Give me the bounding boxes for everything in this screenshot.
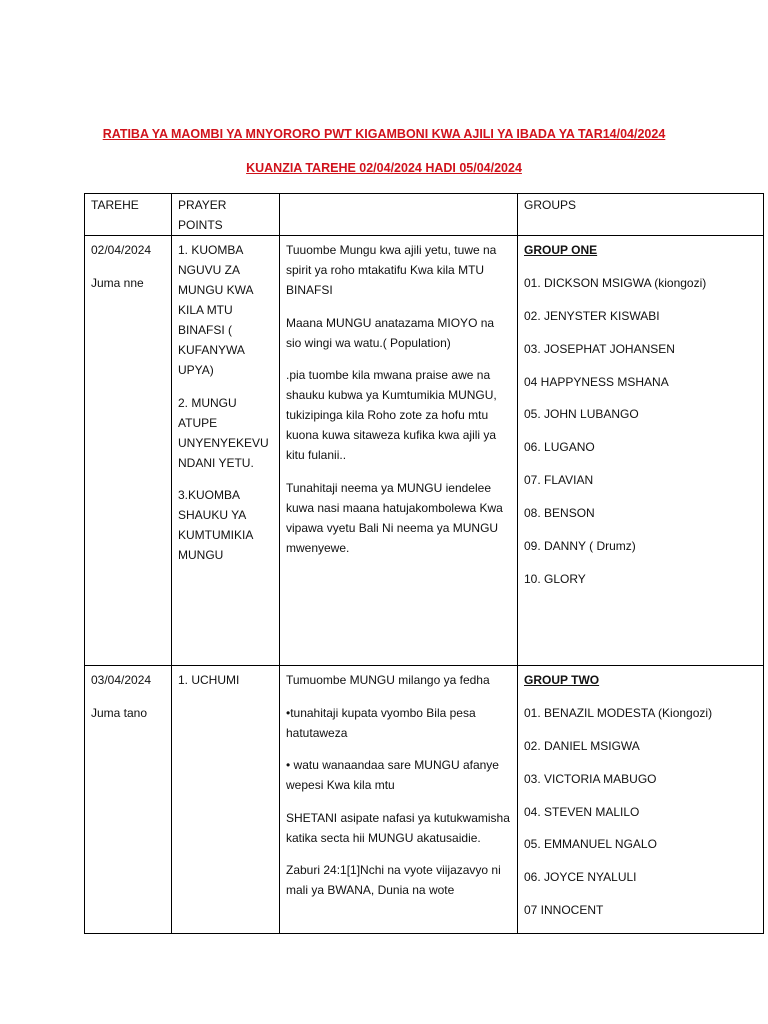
header-row [85, 194, 764, 236]
group-member: 05. JOHN LUBANGO [524, 407, 639, 422]
group-member: 10. GLORY [524, 571, 586, 586]
group-cell [518, 666, 764, 934]
group-member: 03. JOSEPHAT JOHANSEN [524, 341, 675, 356]
group-member: 05. EMMANUEL NGALO [524, 837, 657, 852]
document-subtitle: KUANZIA TAREHE 02/04/2024 HADI 05/04/2024 [246, 161, 522, 175]
prayer-points-cell [172, 236, 280, 666]
note-paragraph: Maana MUNGU anatazama MIOYO na sio wingi wa watu.( Population) [286, 315, 495, 350]
group-member: 08. BENSON [524, 506, 595, 521]
group-member: 06. JOYCE NYALULI [524, 870, 637, 885]
date: 03/04/2024 [91, 673, 152, 687]
group-member: 03. VICTORIA MABUGO [524, 771, 657, 786]
day: Juma tano [91, 705, 148, 720]
note-paragraph: Tunahitaji neema ya MUNGU iendelee kuwa nasi maana hatujakombolewa Kwa vipawa vyetu Bali Ni neema ya MUNGU mwenyewe. [286, 480, 503, 555]
header-tarehe: TAREHE [85, 194, 172, 236]
table-row [85, 236, 764, 666]
document-title: RATIBA YA MAOMBI YA MNYORORO PWT KIGAMBONI KWA AJILI YA IBADA YA TAR14/04/2024 [102, 127, 666, 141]
group-member: 01. DICKSON MSIGWA (kiongozi) [524, 275, 707, 290]
group-cell [518, 236, 764, 666]
group-name: GROUP ONE [524, 243, 598, 257]
day: Juma nne [91, 275, 144, 290]
notes-cell [280, 666, 518, 934]
header-notes [280, 194, 518, 236]
date-cell [85, 666, 172, 934]
note-paragraph: Tuuombe Mungu kwa ajili yetu, tuwe na spirit ya roho mtakatifu Kwa kila MTU BINAFSI [286, 243, 497, 297]
schedule-table [84, 193, 764, 934]
group-member: 07 INNOCENT [524, 903, 604, 918]
note-paragraph: SHETANI asipate nafasi ya kutukwamisha katika secta hii MUNGU akatusaidie. [286, 810, 510, 845]
header-prayer-points: PRAYER POINTS [172, 194, 280, 236]
group-member: 07. FLAVIAN [524, 473, 594, 488]
group-member: 04. STEVEN MALILO [524, 804, 640, 819]
note-paragraph: • watu wanaandaa sare MUNGU afanye wepesi Kwa kila mtu [286, 758, 499, 792]
date: 02/04/2024 [91, 243, 152, 257]
notes-cell [280, 236, 518, 666]
prayer-point: 2. MUNGU ATUPE UNYENYEKEVU NDANI YETU. [178, 395, 269, 470]
note-paragraph: •tunahitaji kupata vyombo Bila pesa hatutaweza [286, 705, 476, 740]
prayer-point: 1. UCHUMI [178, 673, 240, 687]
group-member: 02. JENYSTER KISWABI [524, 308, 660, 323]
group-member: 01. BENAZIL MODESTA (Kiongozi) [524, 705, 713, 720]
header-groups: GROUPS [518, 194, 764, 236]
group-member: 09. DANNY ( Drumz) [524, 539, 636, 554]
group-name: GROUP TWO [524, 673, 600, 687]
note-paragraph: Zaburi 24:1[1]Nchi na vyote viijazavyo ni mali ya BWANA, Dunia na wote [286, 863, 501, 897]
prayer-point: 3.KUOMBA SHAUKU YA KUMTUMIKIA MUNGU [178, 488, 253, 562]
prayer-point: 1. KUOMBA NGUVU ZA MUNGU KWA KILA MTU BINAFSI ( KUFANYWA UPYA) [178, 243, 253, 377]
group-member: 02. DANIEL MSIGWA [524, 738, 640, 753]
table-row [85, 666, 764, 934]
group-member: 04 HAPPYNESS MSHANA [524, 374, 669, 389]
group-member: 06. LUGANO [524, 440, 595, 455]
date-cell [85, 236, 172, 666]
note-paragraph: .pia tuombe kila mwana praise awe na shauku kubwa ya Kumtumikia MUNGU, tukizipinga kila Roho zote za hofu mtu kuona kuwa sitaweza kufika kwa ajili ya kitu fulanii.. [286, 368, 497, 462]
prayer-points-cell [172, 666, 280, 934]
note-paragraph: Tumuombe MUNGU milango ya fedha [286, 673, 490, 687]
